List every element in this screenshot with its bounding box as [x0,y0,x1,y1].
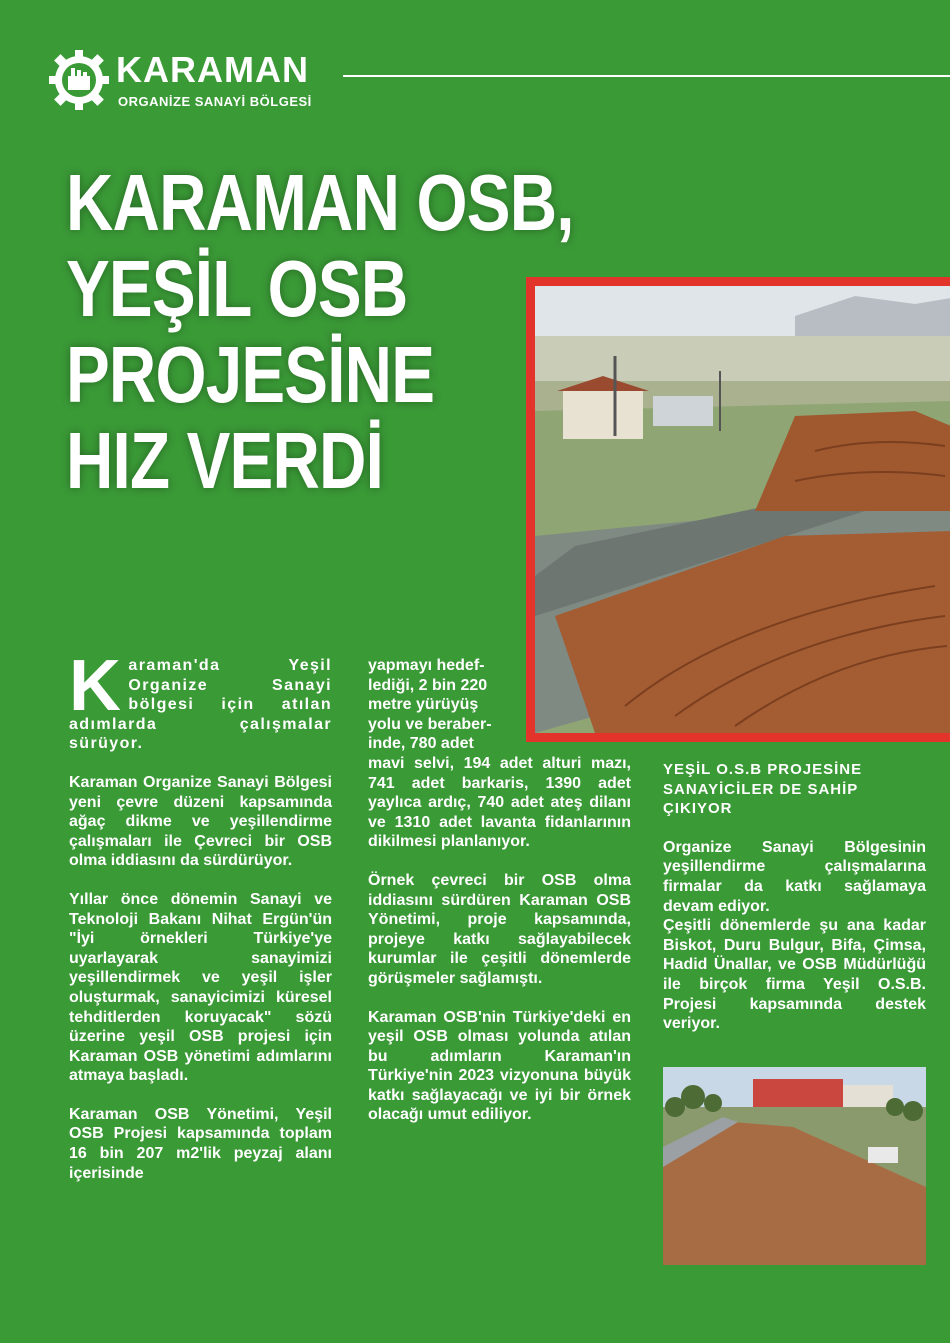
lead-text: araman'da Yeşil Organize Sanayi bölgesi için atılan adımlarda çalışmalar sürüyor. [69,657,332,753]
dropcap-letter: K [69,646,123,726]
gear-emblem-icon [46,46,112,112]
headline-line-1: KARAMAN OSB, [66,158,574,247]
karaman-osb-logo [46,46,346,116]
paragraph: Çeşitli dönemlerde şu ana kadar Biskot, Duru Bulgur, Bifa, Çimsa, Hadid Ünallar, ve OSB Müdürlüğü ile birçok firma Yeşil O.S.B. Projesi kapsamında destek veriyor. [663,917,926,1033]
secondary-photo-site [663,1067,926,1265]
section-subhead: YEŞİL O.S.B PROJESİNE SANAYİCİLER DE SAHİP ÇIKIYOR [663,761,863,818]
logo-year: 1996 [73,99,85,105]
paragraph: Karaman OSB Yönetimi, Yeşil OSB Projesi kapsamında toplam 16 bin 207 m2'lik peyzaj alanı içerisinde [69,1105,332,1182]
paragraph-continuation-narrow: yapmayı hedef-lediği, 2 bin 220 metre yürüyüş yolu ve beraber-inde, 780 adet [368,657,492,753]
paragraph: Yıllar önce dönemin Sanayi ve Teknoloji Bakanı Nihat Ergün'ün "İyi örnekleri Türkiye'ye uyarlayarak sanayimizi yeşillendirmek ve yeşil işler oluşturmak, sanayicimizi küresel tehditlerden koruyacak" sözü üzerine yeşil OSB projesi için Karaman OSB yönetimi adımlarını atmaya başladı. [69,890,332,1085]
article-column-1 [69,646,332,1202]
paragraph: Örnek çevreci bir OSB olma iddiasını sürdüren Karaman OSB Yönetimi, proje kapsamında, projeye katkı sağlayabilecek kurumlar ile çeşitli dönemlerde görüşmeler sağlamıştı. [368,871,631,987]
headline-line-4: HIZ VERDİ [66,416,384,505]
paragraph: Karaman Organize Sanayi Bölgesi yeni çevre düzeni kapsamında ağaç dikme ve yeşillendirme çalışmaları ile Çevreci bir OSB olma iddiasını da sürdürüyor. [69,773,332,870]
paragraph: Organize Sanayi Bölgesinin yeşillendirme çalışmalarına firmalar da katkı sağlamaya devam ediyor. [663,838,926,915]
paragraph-continuation: mavi selvi, 194 adet alturi mazı, 741 adet barkaris, 1390 adet yaylıca ardıç, 740 adet ateş dilanı ve 1310 adet lavanta fidanlarının dikilmesi planlanıyor. [368,754,631,851]
article-column-2 [368,656,631,1144]
site-illustration [663,1067,926,1265]
header-divider [343,75,950,77]
headline [66,160,574,504]
lead-paragraph [69,646,332,754]
paragraph: Karaman OSB'nin Türkiye'deki en yeşil OSB olması yolunda atılan bu adımların Karaman'ın Türkiye'nin 2023 vizyonuna büyük katkı sağlayacağı ve iyi bir örnek olacağı umut ediliyor. [368,1008,631,1124]
brand-subtitle: ORGANİZE SANAYİ BÖLGESİ [118,94,312,109]
brand-name: KARAMAN [116,49,309,90]
headline-line-2: YEŞİL OSB [66,244,408,333]
paragraph [368,656,631,852]
article-column-3 [663,760,926,1053]
headline-line-3: PROJESİNE [66,330,435,419]
